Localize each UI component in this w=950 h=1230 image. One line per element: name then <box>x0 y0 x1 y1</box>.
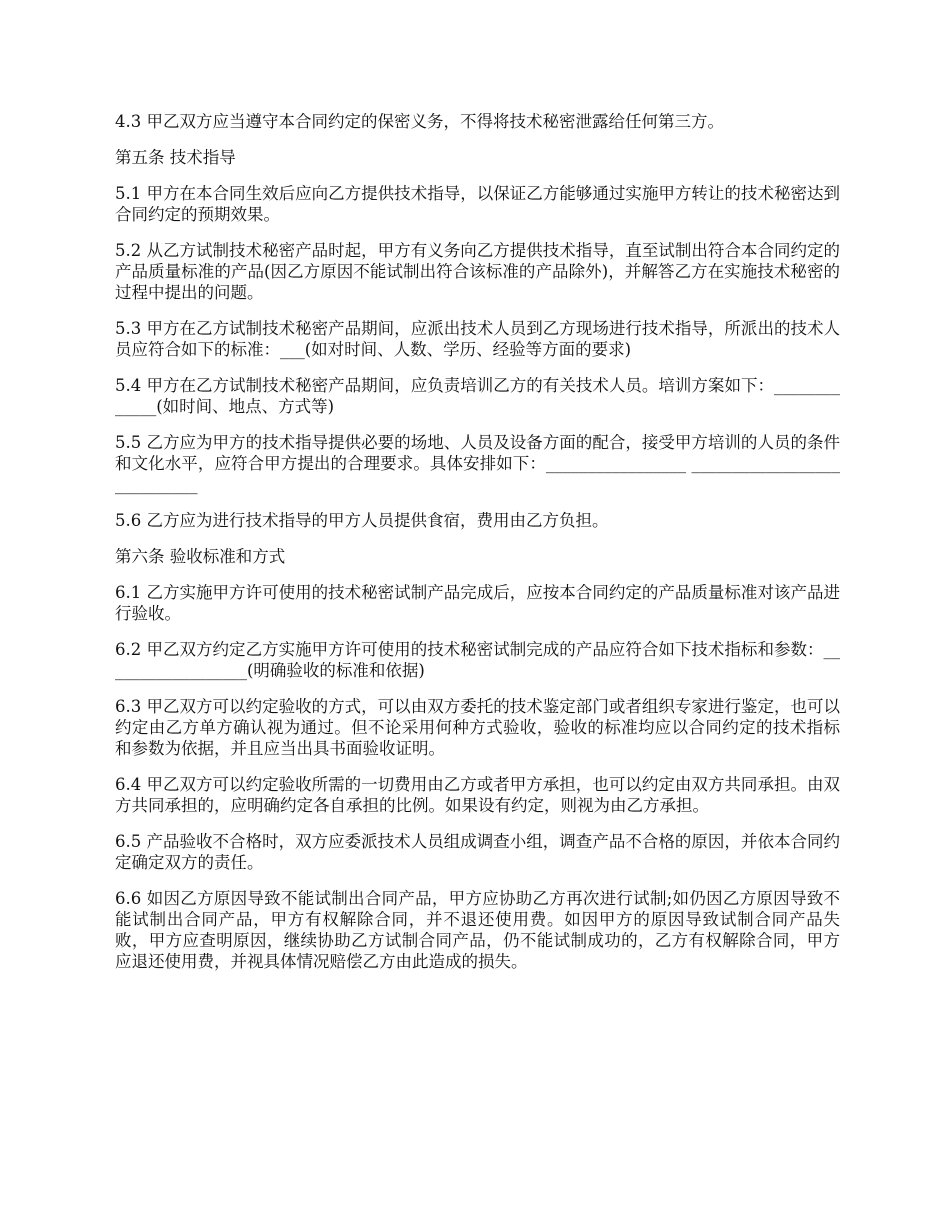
clause-5-1: 5.1 甲方在本合同生效后应向乙方提供技术指导，以保证乙方能够通过实施甲方转让的技术秘密达到合同约定的预期效果。 <box>115 184 840 224</box>
clause-5-4: 5.4 甲方在乙方试制技术秘密产品期间，应负责培训乙方的有关技术人员。培训方案如下：_____________(如时间、地点、方式等) <box>115 376 840 416</box>
clause-6-6: 6.6 如因乙方原因导致不能试制出合同产品，甲方应协助乙方再次进行试制;如仍因乙方原因导致不能试制出合同产品，甲方有权解除合同，并不退还使用费。如因甲方的原因导致试制合同产品失败，甲方应查明原因，继续协助乙方试制合同产品，仍不能试制成功的，乙方有权解除合同，甲方应退还使用费，并视具体情况赔偿乙方由此造成的损失。 <box>115 889 840 971</box>
clause-5-2: 5.2 从乙方试制技术秘密产品时起，甲方有义务向乙方提供技术指导，直至试制出符合本合同约定的产品质量标准的产品(因乙方原因不能试制出符合该标准的产品除外)，并解答乙方在实施技术秘密的过程中提出的问题。 <box>115 241 840 302</box>
clause-4-3: 4.3 甲乙双方应当遵守本合同约定的保密义务，不得将技术秘密泄露给任何第三方。 <box>115 112 724 131</box>
clause-6-4: 6.4 甲乙双方可以约定验收所需的一切费用由乙方或者甲方承担，也可以约定由双方共同承担。由双方共同承担的，应明确约定各自承担的比例。如果设有约定，则视为由乙方承担。 <box>115 775 840 815</box>
clause-6-1: 6.1 乙方实施甲方许可使用的技术秘密试制产品完成后，应按本合同约定的产品质量标准对该产品进行验收。 <box>115 583 840 623</box>
clause-6-3: 6.3 甲乙双方可以约定验收的方式，可以由双方委托的技术鉴定部门或者组织专家进行鉴定，也可以约定由乙方单方确认视为通过。但不论采用何种方式验收，验收的标准均应以合同约定的技术指标和参数为依据，并且应当出具书面验收证明。 <box>115 697 840 758</box>
clause-6-2: 6.2 甲乙双方约定乙方实施甲方许可使用的技术秘密试制完成的产品应符合如下技术指标和参数：__________________(明确验收的标准和依据) <box>115 640 840 680</box>
clause-6-5: 6.5 产品验收不合格时，双方应委派技术人员组成调查小组，调查产品不合格的原因，并依本合同约定确定双方的责任。 <box>115 832 840 872</box>
document-body <box>115 111 840 987</box>
clause-5-3: 5.3 甲方在乙方试制技术秘密产品期间，应派出技术人员到乙方现场进行技术指导，所派出的技术人员应符合如下的标准：___(如对时间、人数、学历、经验等方面的要求) <box>115 319 840 359</box>
section-heading-5: 第五条 技术指导 <box>115 148 236 167</box>
section-heading-6: 第六条 验收标准和方式 <box>115 547 286 566</box>
clause-5-6: 5.6 乙方应为进行技术指导的甲方人员提供食宿，费用由乙方负担。 <box>115 511 609 530</box>
clause-5-5: 5.5 乙方应为甲方的技术指导提供必要的场地、人员及设备方面的配合，接受甲方培训的人员的条件和文化水平，应符合甲方提出的合理要求。具体安排如下：_________________ ____________________________ <box>115 433 840 494</box>
